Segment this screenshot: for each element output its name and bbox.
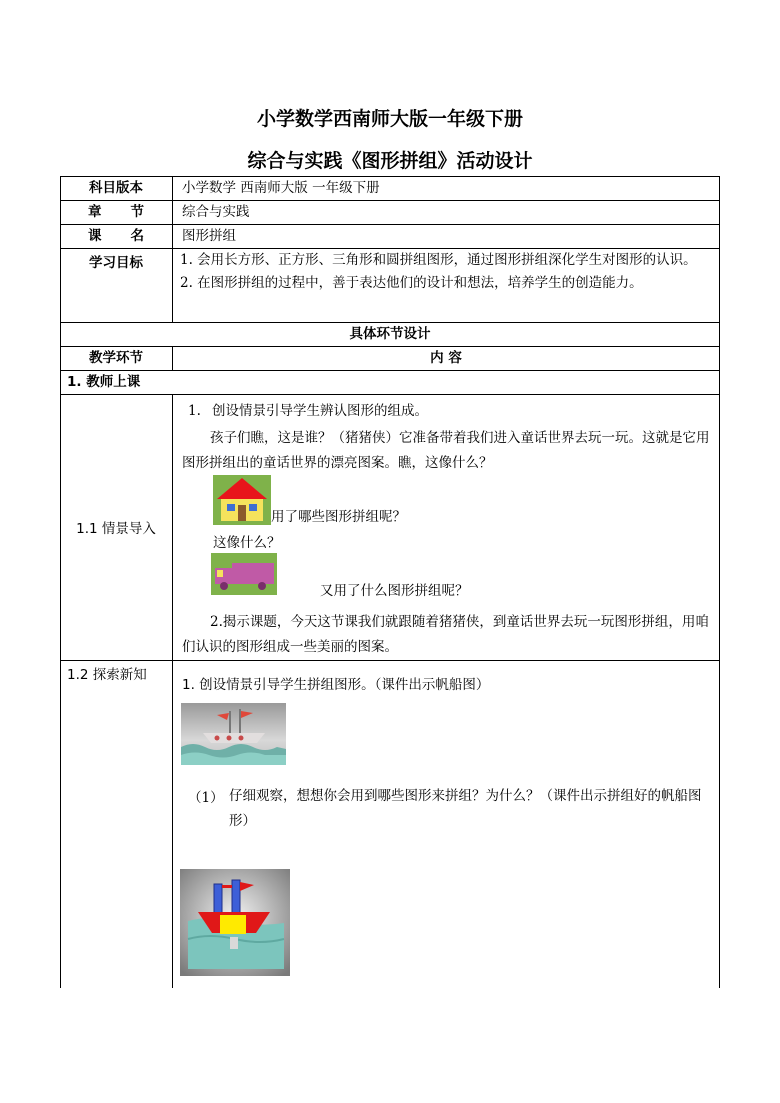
goal-list — [180, 249, 714, 295]
chapter-label — [88, 201, 144, 223]
lesson-value: 图形拼组 — [182, 228, 236, 244]
column-header-content: 内 容 — [430, 350, 462, 366]
intro-item-number: 1. — [188, 403, 201, 419]
topic-paragraph: 2.揭示课题，今天这节课我们就跟随着猪猪侠，到童话世界去玩一玩图形拼组，用咱们认识的图形组成一些美丽的图案。 — [182, 614, 709, 655]
document-title: 小学数学西南师大版一年级下册 — [256, 108, 523, 130]
intro-paragraph: 孩子们瞧，这是谁？（猪猪侠）它准备带着我们进入童话世界去玩一玩。这就是它用图形拼组出的童话世界的漂亮图案。瞧，这像什么？ — [182, 430, 710, 471]
lesson-label — [88, 225, 144, 247]
stage-label-intro: 1.1 情景导入 — [76, 521, 156, 537]
section-header: 具体环节设计 — [349, 326, 431, 342]
edition-value: 小学数学 西南师大版 一年级下册 — [182, 180, 380, 196]
sub-question-number: （1） — [188, 790, 224, 806]
house-question: 用了哪些图形拼组呢？ — [271, 509, 406, 525]
assembled-sailboat-photo — [180, 869, 290, 976]
truck-question: 又用了什么图形拼组呢？ — [320, 583, 469, 599]
chapter-value: 综合与实践 — [182, 204, 250, 220]
column-header-stage: 教学环节 — [89, 350, 143, 366]
lesson-label-a: 课 — [88, 228, 102, 244]
goal-label: 学习目标 — [89, 255, 143, 271]
sailboat-photo — [181, 703, 286, 765]
edition-label: 科目版本 — [89, 180, 143, 196]
truck-picture — [211, 553, 277, 595]
goal-item: 2. 在图形拼组的过程中，善于表达他们的设计和想法，培养学生的创造能力。 — [180, 275, 643, 291]
phase-heading: 1. 教师上课 — [67, 374, 141, 390]
intro-item-text: 创设情景引导学生辨认图形的组成。 — [212, 403, 428, 419]
lesson-label-b: 名 — [130, 228, 144, 244]
house-picture — [213, 475, 271, 525]
goal-item: 1. 会用长方形、正方形、三角形和圆拼组图形，通过图形拼组深化学生对图形的认识。 — [180, 252, 697, 268]
chapter-label-b: 节 — [130, 204, 144, 220]
stage-label-explore: 1.2 探索新知 — [67, 667, 147, 683]
explore-item: 1. 创设情景引导学生拼组图形。（课件出示帆船图） — [182, 677, 490, 693]
sub-question-text: 仔细观察，想想你会用到哪些图形来拼组？为什么？（课件出示拼组好的帆船图形） — [229, 788, 702, 829]
like-question: 这像什么？ — [213, 535, 281, 551]
document-subtitle: 综合与实践《图形拼组》活动设计 — [247, 150, 533, 172]
chapter-label-a: 章 — [88, 204, 102, 220]
